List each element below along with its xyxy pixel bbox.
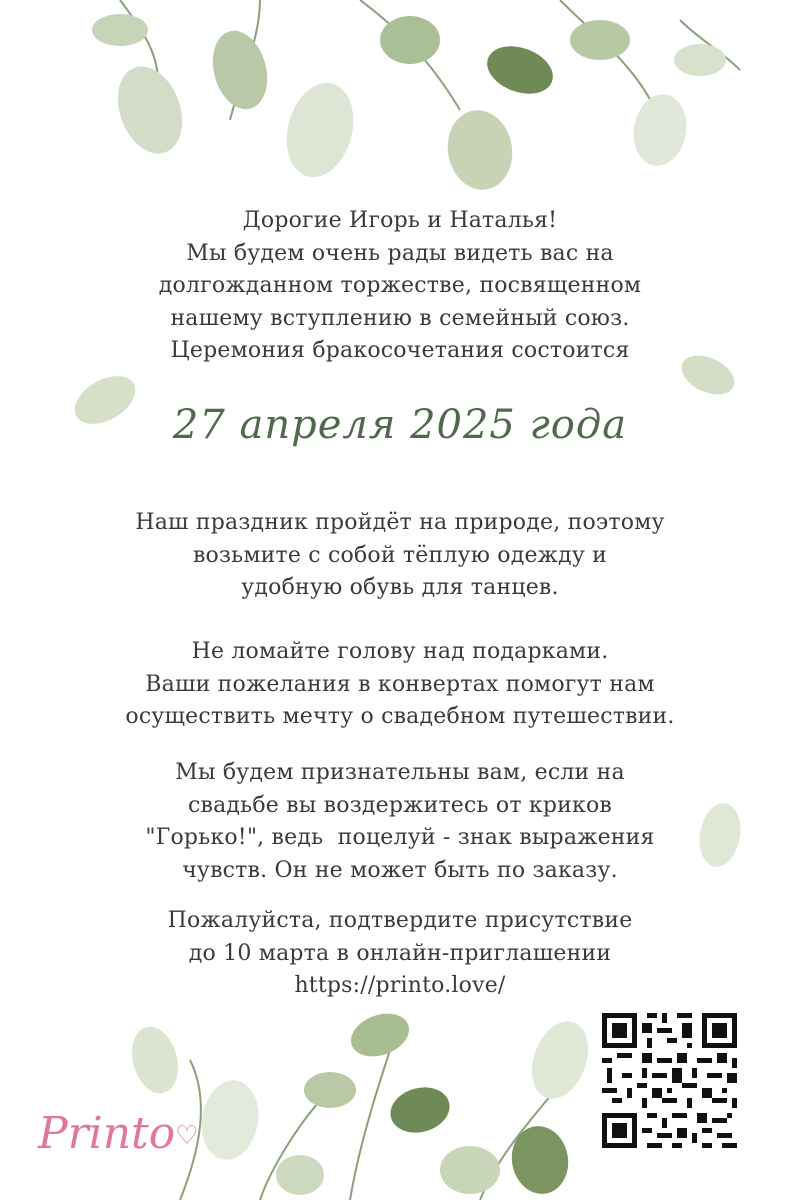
greeting-line: Мы будем очень рады видеть вас на — [186, 240, 614, 266]
kisses-note-line: чувств. Он не может быть по заказу. — [182, 857, 618, 883]
nature-note-line: Наш праздник пройдёт на природе, поэтому — [135, 510, 665, 535]
logo-text: Printo — [38, 1108, 176, 1159]
kisses-note-line: "Горько!", ведь поцелуй - знак выражения — [145, 825, 655, 850]
nature-note-paragraph — [0, 507, 800, 605]
heart-icon: ♡ — [175, 1121, 199, 1151]
kisses-note-line: свадьбе вы воздержитесь от криков — [187, 792, 613, 818]
gifts-note-line: Ваши пожелания в конвертах помогут нам — [145, 671, 655, 697]
qr-code[interactable] — [597, 1008, 742, 1153]
greeting-line: Дорогие Игорь и Наталья! — [242, 208, 558, 233]
rsvp-paragraph — [0, 905, 800, 1003]
kisses-note-paragraph — [0, 757, 800, 887]
greeting-line: Церемония бракосочетания состоится — [170, 338, 630, 363]
kisses-note-line: Мы будем признательны вам, если на — [175, 760, 625, 785]
greeting-line: долгожданном торжестве, посвященном — [158, 273, 642, 298]
gifts-note-paragraph — [0, 636, 800, 734]
rsvp-line: до 10 марта в онлайн-приглашении — [188, 940, 612, 966]
printo-logo — [38, 1108, 199, 1168]
gifts-note-line: осуществить мечту о свадебном путешествии. — [125, 704, 675, 729]
greeting-line: нашему вступлению в семейный союз. — [170, 305, 630, 331]
nature-note-line: возьмите с собой тёплую одежду и — [192, 542, 608, 568]
top-foliage-illustration — [0, 0, 800, 200]
wedding-date: 27 апреля 2025 года — [172, 402, 628, 448]
rsvp-link[interactable]: https://printo.love/ — [294, 973, 506, 998]
greeting-paragraph — [0, 205, 800, 368]
gifts-note-line: Не ломайте голову над подарками. — [191, 639, 609, 664]
nature-note-line: удобную обувь для танцев. — [241, 575, 559, 600]
rsvp-line: Пожалуйста, подтвердите присутствие — [167, 908, 633, 933]
